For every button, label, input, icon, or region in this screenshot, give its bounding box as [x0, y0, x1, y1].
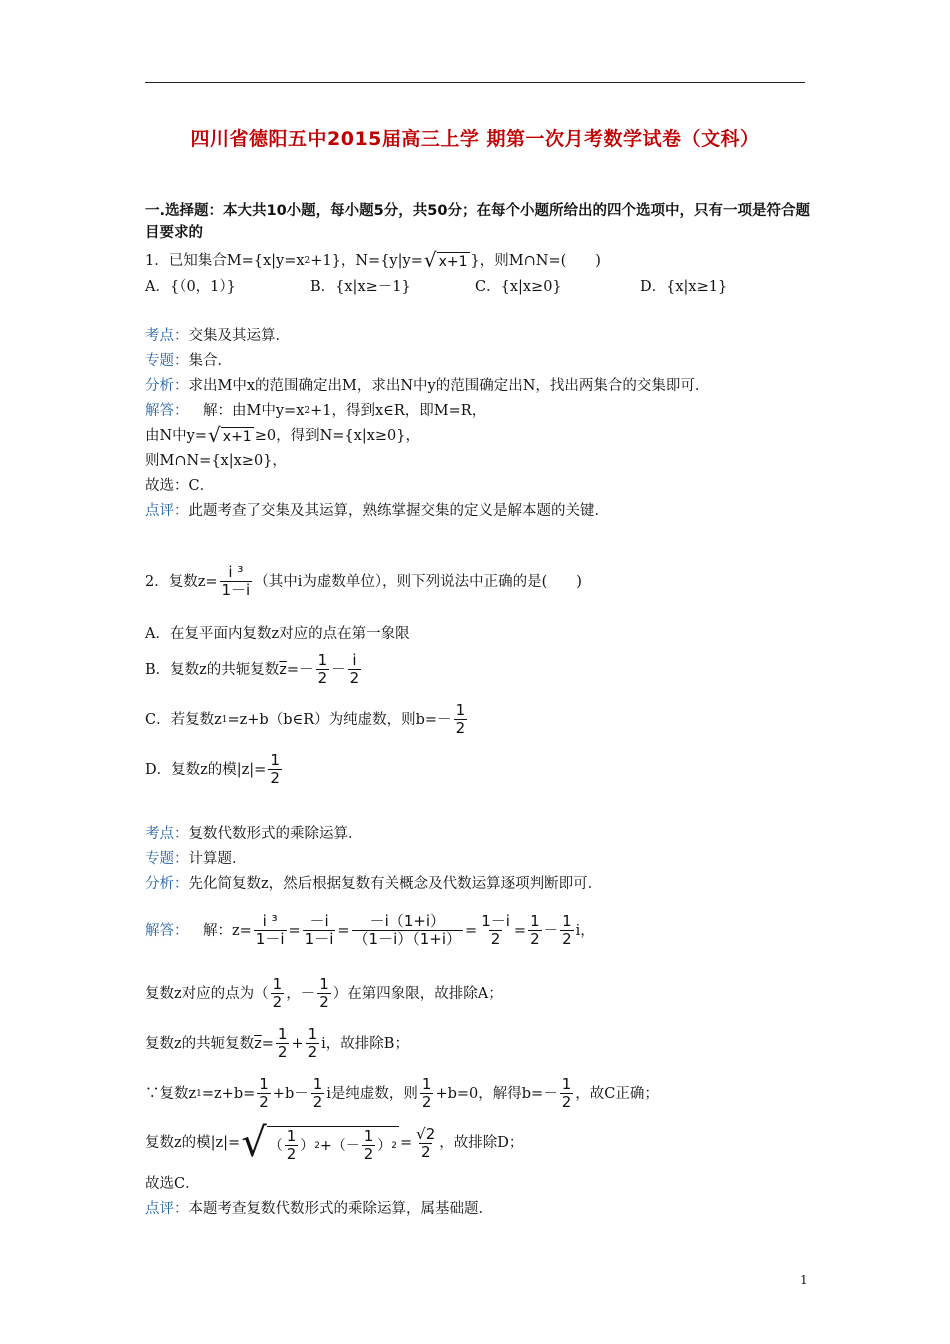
q1-fenxi: 分析： 求出M中x的范围确定出M，求出N中y的范围确定出N，找出两集合的交集即可．: [145, 378, 710, 394]
q2-zhuanti: 专题： 计算题．: [145, 851, 247, 867]
q1-jieda-line3: 则M∩N={x|x≥0}，: [145, 453, 287, 469]
q1-option-c: C．{x|x≥0}: [475, 279, 562, 295]
q1-dianping: 点评： 此题考查了交集及其运算，熟练掌握交集的定义是解本题的关键．: [145, 503, 609, 519]
q1-stem: 1．已知集合M={x|y=x 2 +1}，N={y|y= √ x+1 }，则M∩N=( ): [145, 248, 601, 272]
section-heading: 一.选择题：本大共10小题，每小题5分，共50分；在每个小题所给出的四个选项中，只有一项是符合题目要求的: [145, 203, 810, 241]
q2-step4: 复数z的模|z|= √ （ $\frac{1}{2}$ ） 2 +（－ $\frac{1}{2}$ ） 2 = $\frac{√2}{2}$ ，故排除D；: [145, 1120, 524, 1166]
q1-option-b: B．{x|x≥－1}: [310, 279, 411, 295]
q2-dianping: 点评： 本题考查复数代数形式的乘除运算，属基础题．: [145, 1201, 493, 1217]
q1-zhuanti: 专题： 集合．: [145, 353, 232, 369]
page-title: 四川省德阳五中2015届高三上学 期第一次月考数学试卷（文科）: [190, 128, 760, 150]
q1-option-a: A．{（0，1）}: [145, 279, 236, 295]
q2-jieda: 解答： 解：z= $\frac{\text{i ³}}{1-i}$ = $\frac{-i}{1-i}$ = $\frac{-i(1+i)}{(1-i)(1+i)}$ = $\frac{1-i}{2}$ = $\frac{1}{2}$ － $\frac{1}{2}$ i，: [145, 912, 595, 948]
q1-kaodian: 考点： 交集及其运算．: [145, 328, 290, 344]
page-number: 1: [800, 1273, 808, 1287]
q2-fenxi: 分析： 先化简复数z，然后根据复数有关概念及代数运算逐项判断即可．: [145, 876, 603, 892]
q2-option-a: A．在复平面内复数z对应的点在第一象限: [145, 626, 410, 642]
q2-option-c: C．若复数z 1 =z+b（b∈R）为纯虚数，则b=－ $\frac{1}{2}$: [145, 701, 466, 737]
q1-option-d: D．{x|x≥1}: [640, 279, 728, 295]
sqrt-expression: √ （ $\frac{1}{2}$ ） 2 +（－ $\frac{1}{2}$ ） 2: [241, 1120, 397, 1166]
sqrt-expression: √ x+1: [423, 248, 468, 272]
q1-jieda-line4: 故选：C．: [145, 478, 215, 494]
q1-jieda-line2: 由N中y= √ x+1 ≥0，得到N={x|x≥0}，: [145, 423, 420, 447]
q2-step5: 故选C．: [145, 1176, 200, 1192]
q2-step2: 复数z的共轭复数 $\overline{z}$ = $\frac{1}{2}$ + $\frac{1}{2}$ i，故排除B；: [145, 1025, 409, 1061]
q2-option-b: B．复数z的共轭复数 $\overline{z}$ =－ $\frac{1}{2}$ － $\frac{i}{2}$: [145, 651, 360, 687]
q2-stem: 2．复数z= $\frac{\text{i ³}}{1-i}$ （其中i为虚数单位），则下列说法中正确的是( ): [145, 563, 582, 599]
header-rule: [145, 82, 805, 83]
sqrt-expression: √ x+1: [208, 423, 252, 447]
q1-jieda: 解答： 解：由M中y=x 2 +1，得到x∈R，即M=R，: [145, 403, 487, 419]
q2-step3: ∵复数z 1 =z+b= $\frac{1}{2}$ +b－ $\frac{1}{2}$ i是纯虚数，则 $\frac{1}{2}$ +b=0，解得b=－ $\frac{1}{2}$ ，故C正确；: [145, 1075, 659, 1111]
q2-step1: 复数z对应的点为（ $\frac{1}{2}$ ，－ $\frac{1}{2}$ ）在第四象限，故排除A；: [145, 975, 503, 1011]
q2-kaodian: 考点： 复数代数形式的乘除运算．: [145, 826, 363, 842]
q2-option-d: D．复数z的模|z|= $\frac{1}{2}$: [145, 751, 280, 787]
